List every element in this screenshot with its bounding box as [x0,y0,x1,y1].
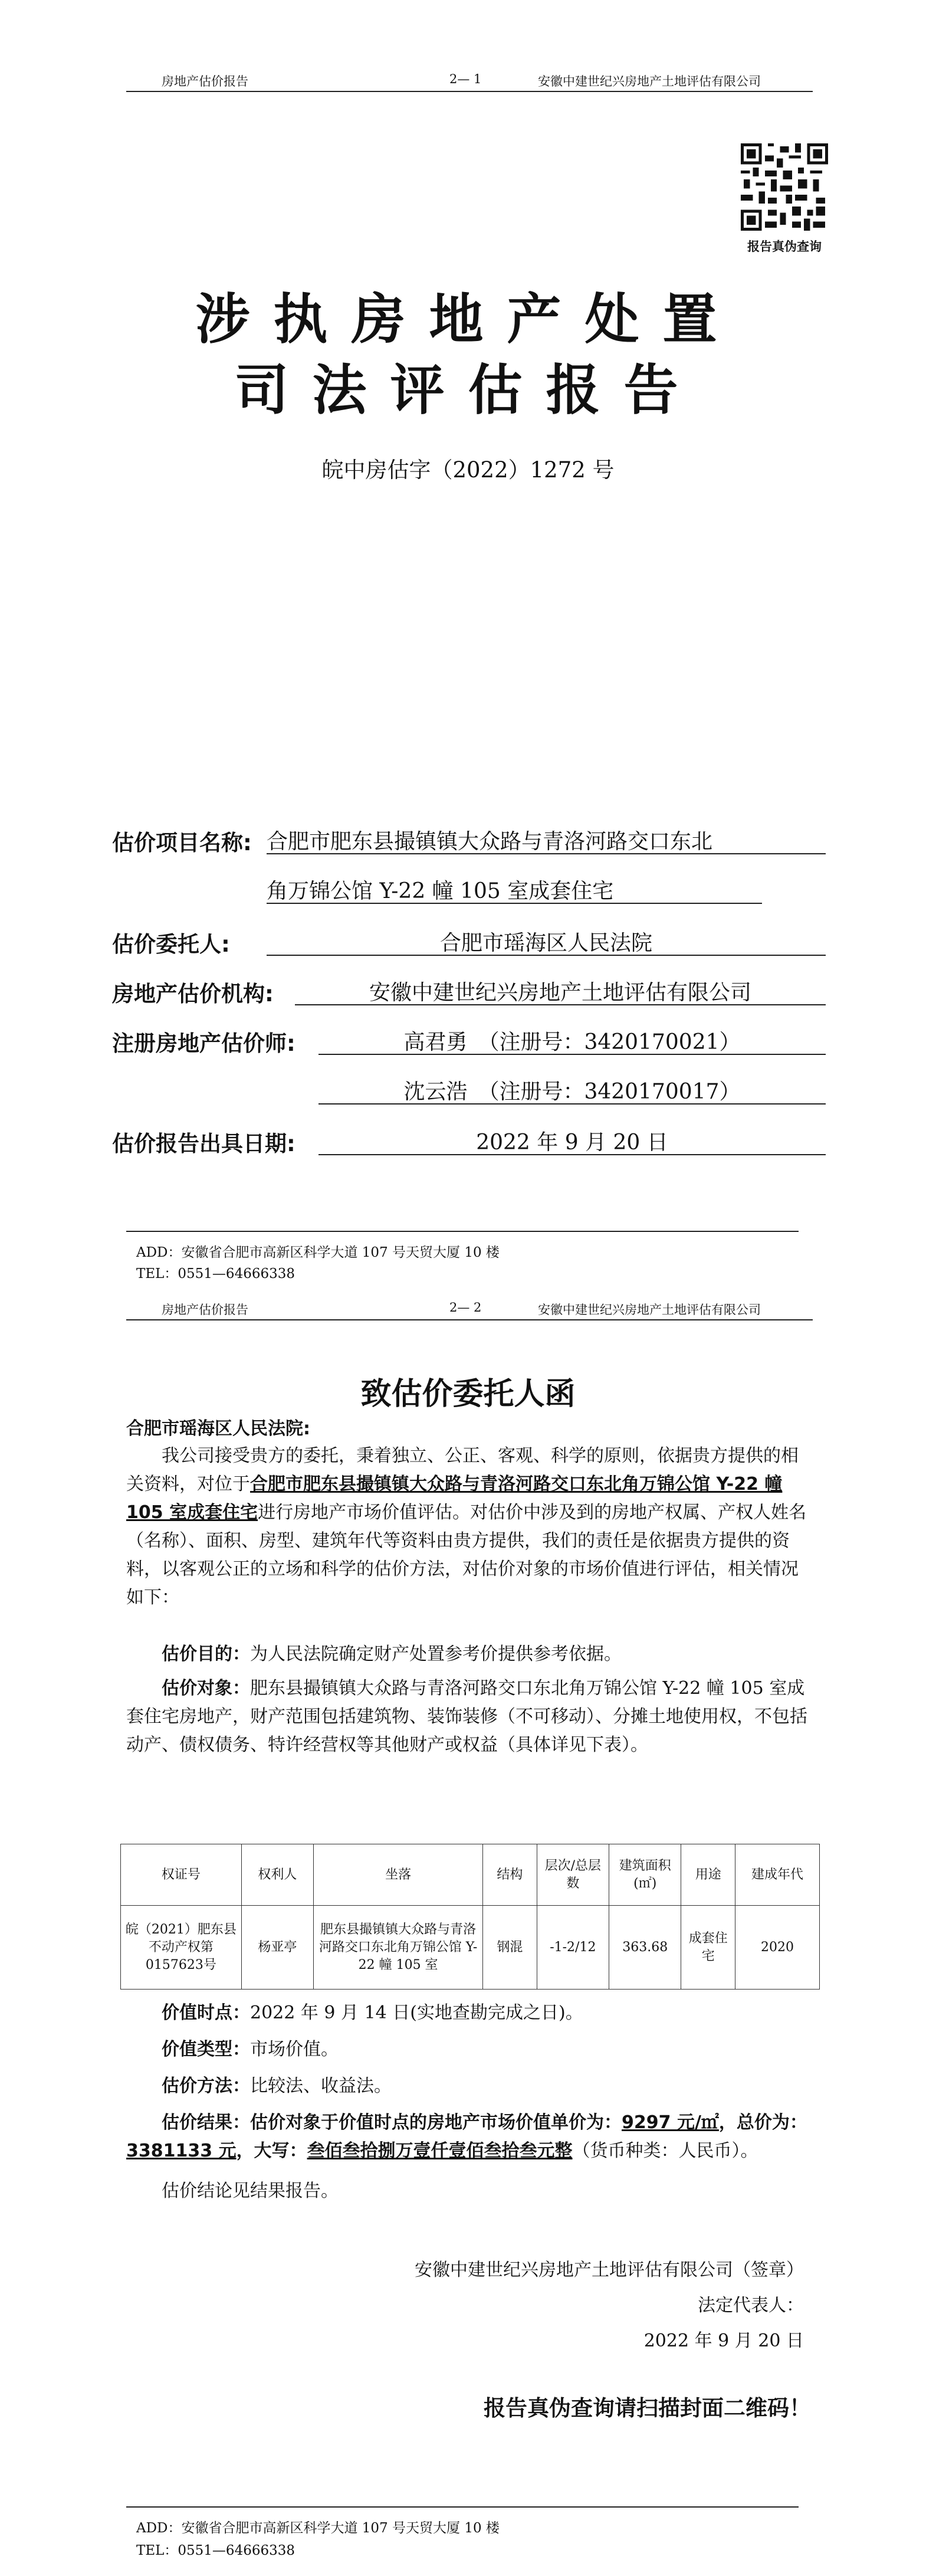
appraiser-2: 沈云浩 （注册号：3420170017） [318,1075,826,1105]
report-title-line2: 司法评估报告 [234,359,702,422]
salutation: 合肥市瑶海区人民法院: [126,1418,310,1439]
object-paragraph [126,1674,813,1759]
method-text: 比较法、收益法。 [250,2076,392,2096]
unit-price: 9297 元/㎡ [622,2112,719,2133]
verify-notice: 报告真伪查询请扫描封面二维码！ [484,2395,811,2421]
header-page-number: 2— 2 [449,1300,482,1315]
cell-owner: 杨亚亭 [241,1906,313,1990]
client-row [112,923,832,957]
cell-year: 2020 [735,1906,819,1990]
signature-date: 2022 年 9 月 20 日 [643,2331,804,2351]
project-name-row [112,821,832,856]
result-paragraph [126,2109,813,2165]
th-structure: 结构 [483,1844,537,1906]
signature-company: 安徽中建世纪兴房地产土地评估有限公司（签章） [415,2260,804,2280]
th-owner: 权利人 [241,1844,313,1906]
client-label: 估价委托人: [112,932,230,957]
header-left: 房地产估价报告 [162,74,248,89]
result-text-b: ，总价为： [718,2112,807,2133]
result-text-c: ，大写： [236,2141,307,2161]
project-value-line2: 角万锦公馆 Y-22 幢 105 室成套住宅 [267,874,762,904]
header-company: 安徽中建世纪兴房地产土地评估有限公司 [538,1303,761,1317]
value-type-text: 市场价值。 [250,2039,339,2060]
intro-text-a: 我公司接受贵方的委托，秉着独立、公正、客观、科学的原则，依据贵方提供的相关资料，对位于 [126,1446,799,1495]
project-name-row2 [112,871,832,905]
report-title-line1: 涉执房地产处置 [195,288,741,351]
th-floor: 层次/总层数 [537,1844,609,1906]
appraiser-row [112,1022,832,1056]
footer-rule [126,1231,799,1232]
qr-caption: 报告真伪查询 [747,239,822,254]
total-price-chinese: 叁佰叁拾捌万壹仟壹佰叁拾叁元整 [307,2141,573,2161]
header-page-number: 2— 1 [449,72,482,86]
project-label: 估价项目名称: [112,830,252,856]
object-text: 肥东县撮镇镇大众路与青洛河路交口东北角万锦公馆 Y-22 幢 105 室成套住宅房地产，财产范围包括建筑物、装饰装修（不可移动）、分摊土地使用权，不包括动产、债权债务、特许经营权等其他财产或权益（具体详见下表）。 [126,1678,807,1755]
agency-value: 安徽中建世纪兴房地产土地评估有限公司 [295,976,826,1005]
cell-location: 肥东县撮镇镇大众路与青洛河路交口东北角万锦公馆 Y-22 幢 105 室 [314,1906,483,1990]
footer-tel: TEL：0551—64666338 [136,2543,295,2558]
document-number: 皖中房估字（2022）1272 号 [321,457,615,483]
total-price: 3381133 元 [126,2141,237,2161]
issue-date-label: 估价报告出具日期: [112,1131,295,1156]
th-year: 建成年代 [735,1844,819,1906]
header-company: 安徽中建世纪兴房地产土地评估有限公司 [538,74,761,89]
conclusion-paragraph: 估价结论见结果报告。 [162,2181,339,2201]
object-label: 估价对象： [162,1678,250,1699]
footer-tel: TEL：0551—64666338 [136,1266,295,1282]
page-header [126,1298,813,1320]
property-table [120,1844,820,1990]
signature-representative: 法定代表人： [698,2295,804,2316]
th-location: 坐落 [314,1844,483,1906]
issue-date-value: 2022 年 9 月 20 日 [318,1126,826,1155]
table-header-row [121,1844,820,1906]
value-time-text: 2022 年 9 月 14 日(实地查勘完成之日)。 [250,2003,583,2023]
th-area: 建筑面积(㎡) [609,1844,681,1906]
th-cert: 权证号 [121,1844,242,1906]
method-paragraph [126,2072,813,2100]
agency-row [112,972,832,1007]
purpose-paragraph [126,1640,813,1669]
value-type-label: 价值类型： [162,2039,250,2060]
client-value: 合肥市瑶海区人民法院 [267,926,826,956]
issue-date-row [112,1122,832,1156]
footer-rule [126,2506,799,2508]
currency-note: （货币种类：人民币）。 [572,2141,758,2161]
cell-usage: 成套住宅 [681,1906,735,1990]
value-time-paragraph [126,1999,813,2027]
intro-text-b: 进行房地产市场价值评估。对估价中涉及到的房地产权属、产权人姓名（名称）、面积、房型、建筑年代等资料由贵方提供，我们的责任是依据贵方提供的资料，以客观公正的立场和科学的估价方法，对估价对象的市场价值进行评估，相关情况如下： [126,1502,807,1608]
cell-floor: -1-2/12 [537,1906,609,1990]
agency-label: 房地产估价机构: [112,981,274,1007]
appraiser-1: 高君勇 （注册号：3420170021） [318,1025,826,1055]
table-row [121,1906,820,1990]
cell-structure: 钢混 [483,1906,537,1990]
method-label: 估价方法： [162,2076,250,2096]
footer-address: ADD：安徽省合肥市高新区科学大道 107 号天贸大厦 10 楼 [136,2521,500,2536]
result-label: 估价结果： [162,2112,250,2133]
cell-cert: 皖（2021）肥东县不动产权第0157623号 [121,1906,242,1990]
intro-paragraph [126,1442,813,1612]
intro-property: 合肥市肥东县撮镇镇大众路与青洛河路交口东北角万锦公馆 Y-22 幢 105 室成套住宅 [126,1474,783,1523]
appraiser-row2 [112,1071,832,1106]
cell-area: 363.68 [609,1906,681,1990]
value-time-label: 价值时点： [162,2003,250,2023]
value-type-paragraph [126,2036,813,2064]
purpose-label: 估价目的： [162,1644,250,1664]
purpose-text: 为人民法院确定财产处置参考价提供参考依据。 [250,1644,622,1664]
qr-code-icon[interactable] [741,143,828,231]
result-text-a: 估价对象于价值时点的房地产市场价值单价为： [250,2112,622,2133]
th-usage: 用途 [681,1844,735,1906]
header-left: 房地产估价报告 [162,1303,248,1317]
appraiser-label: 注册房地产估价师: [112,1031,295,1056]
letter-title: 致估价委托人函 [360,1377,576,1412]
project-value-line1: 合肥市肥东县撮镇镇大众路与青洛河路交口东北 [267,825,826,854]
footer-address: ADD：安徽省合肥市高新区科学大道 107 号天贸大厦 10 楼 [136,1245,500,1260]
page-header [126,70,813,92]
